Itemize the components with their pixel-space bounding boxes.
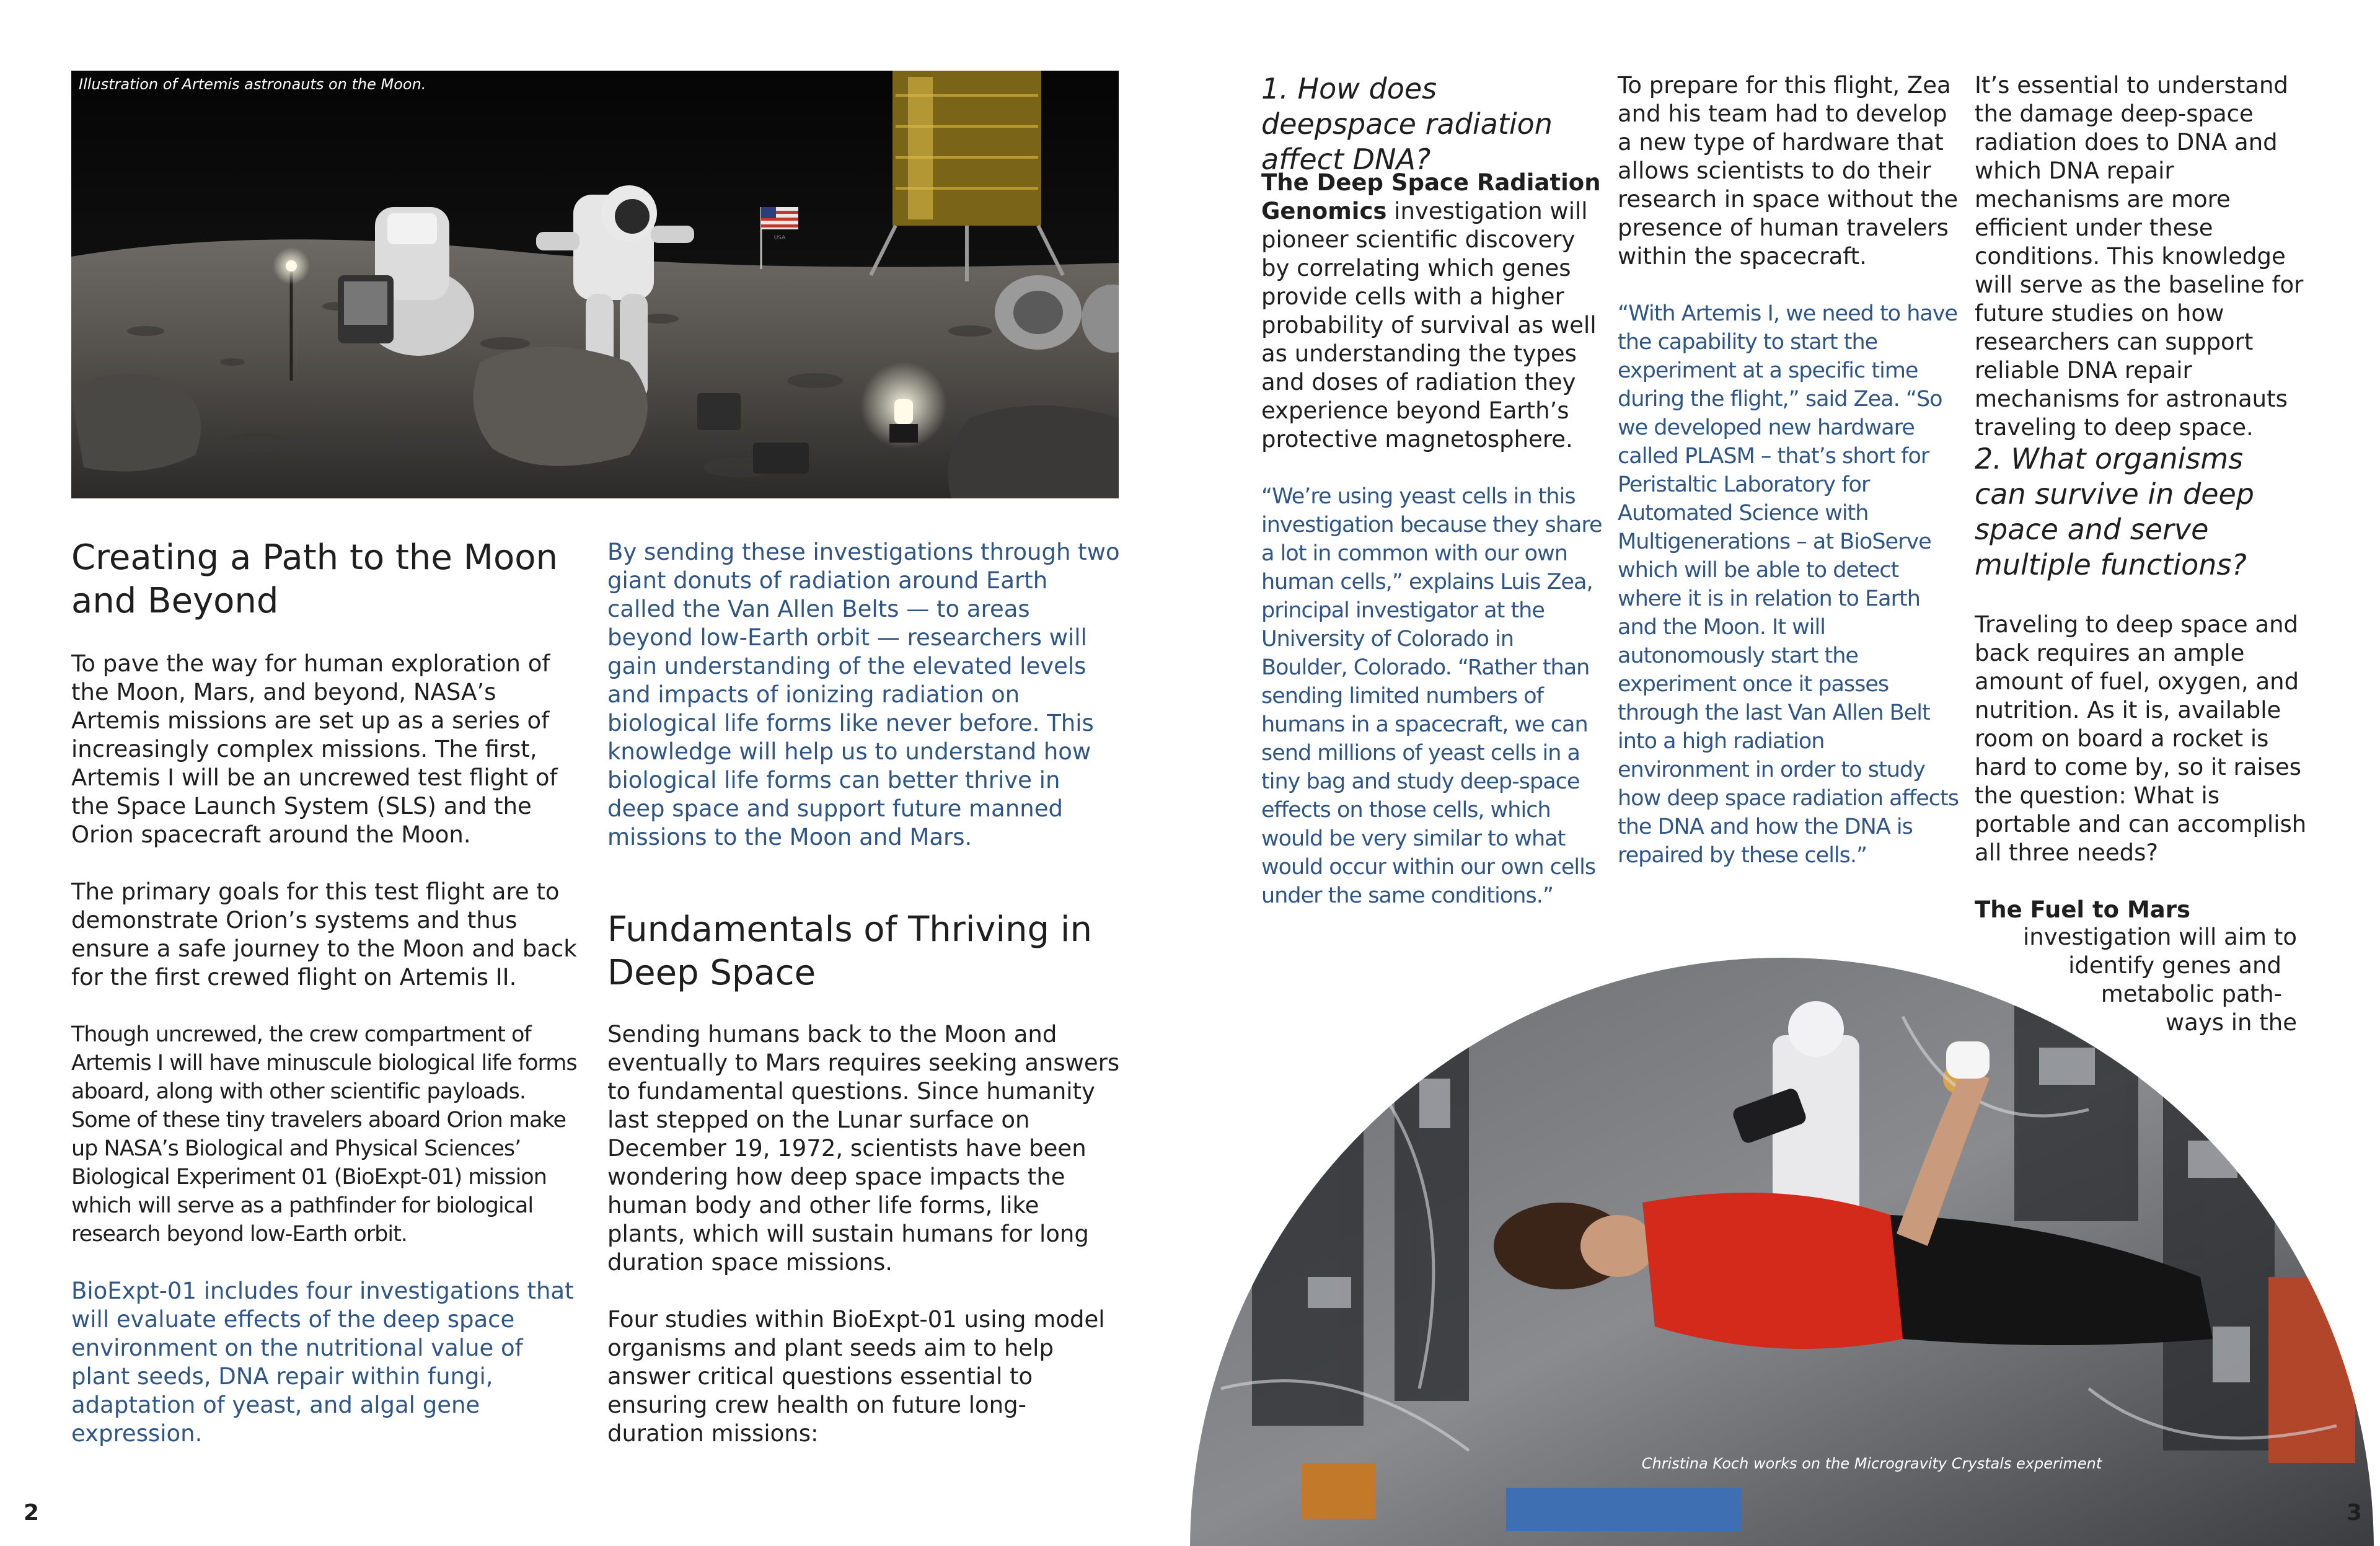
iss-photo [1159,955,2380,1546]
question-heading-2: 2. What organisms can survive in deep space and serve multiple functions? [1975,442,2254,581]
wrap-line: ways in the [2165,1009,2297,1036]
right-column-3 [1975,71,2316,470]
left-column-2-intro [607,538,1122,852]
section-heading-fundamentals [607,908,1128,995]
iss-photo-caption: Christina Koch works on the Microgravity Crystals experiment [1641,1455,2102,1472]
moon-illustration [71,71,1119,498]
paragraph-highlight: BioExpt-01 includes four investigations that will evaluate effects of the deep space environment on the nutritional value of plant seeds, DNA repair within fungi, adaptation of yeast, and algal gene expression. [71,1278,574,1447]
page-number-left: 2 [24,1500,40,1526]
moon-image-caption: Illustration of Artemis astronauts on the Moon. [79,76,426,93]
quote-highlight: “We’re using yeast cells in this investigation because they share a lot in common with our own human cells,” explains Luis Zea, principal investigator at the University of Colorado in Boulder, Colorado. “Rather than sending limited numbers of humans in a spacecraft, we can send millions of yeast cells in a tiny bag and study deep-space effects on those cells, which would be very similar to what would occur within our own cells under the same conditions.” [1261,484,1602,908]
paragraph: Traveling to deep space and back requires an ample amount of fuel, oxygen, and nutrition. As it is, available room on board a rocket is hard to come by, so it raises the question: What is portable and can accomplish all three needs? [1975,611,2307,866]
paragraph-highlight: By sending these investigations through two giant donuts of radiation around Earth called the Van Allen Belts — to areas beyond low-Earth orbit — researchers will gain understanding of the elevated levels and impacts of ionizing radiation on biological life forms like never before. This knowledge will help us to understand how biological life forms can better thrive in deep space and support future manned missions to the Moon and Mars. [607,539,1120,850]
quote-highlight: “With Artemis I, we need to have the capability to start the experiment at a specific time during the flight,” said Zea. “So we developed new hardware called PLASM – that’s short for Peristaltic Laboratory for Automated Science with Multigenerations – at BioServe which will be able to detect where it is in relation to Earth and the Moon. It will autonomously start the experiment once it passes through the last Van Allen Belt into a high radiation environment in order to study how deep space radiation affects the DNA and how the DNA is repaired by these cells.” [1618,301,1959,868]
paragraph: Four studies within BioExpt-01 using model organisms and plant seeds aim to help answer critical questions essential to ensuring crew health on future long-duration missions: [607,1306,1105,1447]
left-column-2-body [607,1020,1122,1477]
right-column-3-body [1975,611,2316,924]
bold-lead: The Deep Space Radiation Genomics [1261,169,1601,224]
lamp-post-right [860,362,947,449]
paragraph: To prepare for this flight, Zea and his team had to develop a new type of hardware that allows scientists to do their research in space without the presence of human travelers within the spacecraft. [1618,72,1959,270]
section-heading-creating-path [71,536,592,623]
paragraph: investigation will pioneer scientific discovery by correlating which genes provide cells with a higher probability of survival as well as understanding the types and doses of radiation they experience beyond Earth’s protective magnetosphere. [1261,198,1597,453]
paragraph: It’s essential to understand the damage deep-space radiation does to DNA and which DNA repair mechanisms are more efficient under these conditions. This knowledge will serve as the baseline for future studies on how researchers can support reliable DNA repair mechanisms for astronauts traveling to deep space. [1975,72,2304,441]
flag-label: USA [774,235,786,241]
iss-photo-graphic [1159,955,2380,1546]
paragraph: The primary goals for this test flight are to demonstrate Orion’s systems and thus ensure a safe journey to the Moon and back for the first crewed flight on Artemis II. [71,878,577,991]
right-column-2 [1618,71,1959,898]
heading-line: and Beyond [71,581,279,621]
heading-line: Creating a Path to the Moon [71,537,558,578]
paragraph: To pave the way for human exploration of the Moon, Mars, and beyond, NASA’s Artemis missions are set up as a series of increasingly complex missions. The first, Artemis I will be an uncrewed test flight of the Space Launch System (SLS) and the Orion spacecraft around the Moon. [71,650,558,848]
right-column-1-body [1261,169,1602,939]
paragraph: Though uncrewed, the crew compartment of Artemis I will have minuscule biological life forms aboard, along with other scientific payloads. Some of these tiny travelers aboard Orion make up NASA’s Biological and Physical Sciences’ Biological Experiment 01 (BioExpt-01) mission which will serve as a pathfinder for biological research beyond low-Earth orbit. [71,1022,577,1247]
page-number-right: 3 [2347,1500,2363,1526]
question-heading-1: 1. How does deepspace radiation affect DNA? [1261,72,1553,176]
wrap-line: metabolic path- [2100,981,2282,1007]
paragraph: Sending humans back to the Moon and eventually to Mars requires seeking answers to fundamental questions. Since humanity last stepped on the Lunar surface on December 19, 1972, scientists have been wondering how deep space impacts the human body and other life forms, like plants, which will sustain humans for long duration space missions. [607,1021,1120,1276]
moon-scene-graphic [71,71,1119,498]
wrap-line: identify genes and [2068,952,2281,979]
left-column-1 [71,650,586,1477]
heading-line: Fundamentals of Thriving in [607,909,1092,950]
heading-line: Deep Space [607,953,816,993]
bold-lead: The Fuel to Mars [1975,896,2191,923]
wrap-line: investigation will aim to [2022,924,2297,950]
